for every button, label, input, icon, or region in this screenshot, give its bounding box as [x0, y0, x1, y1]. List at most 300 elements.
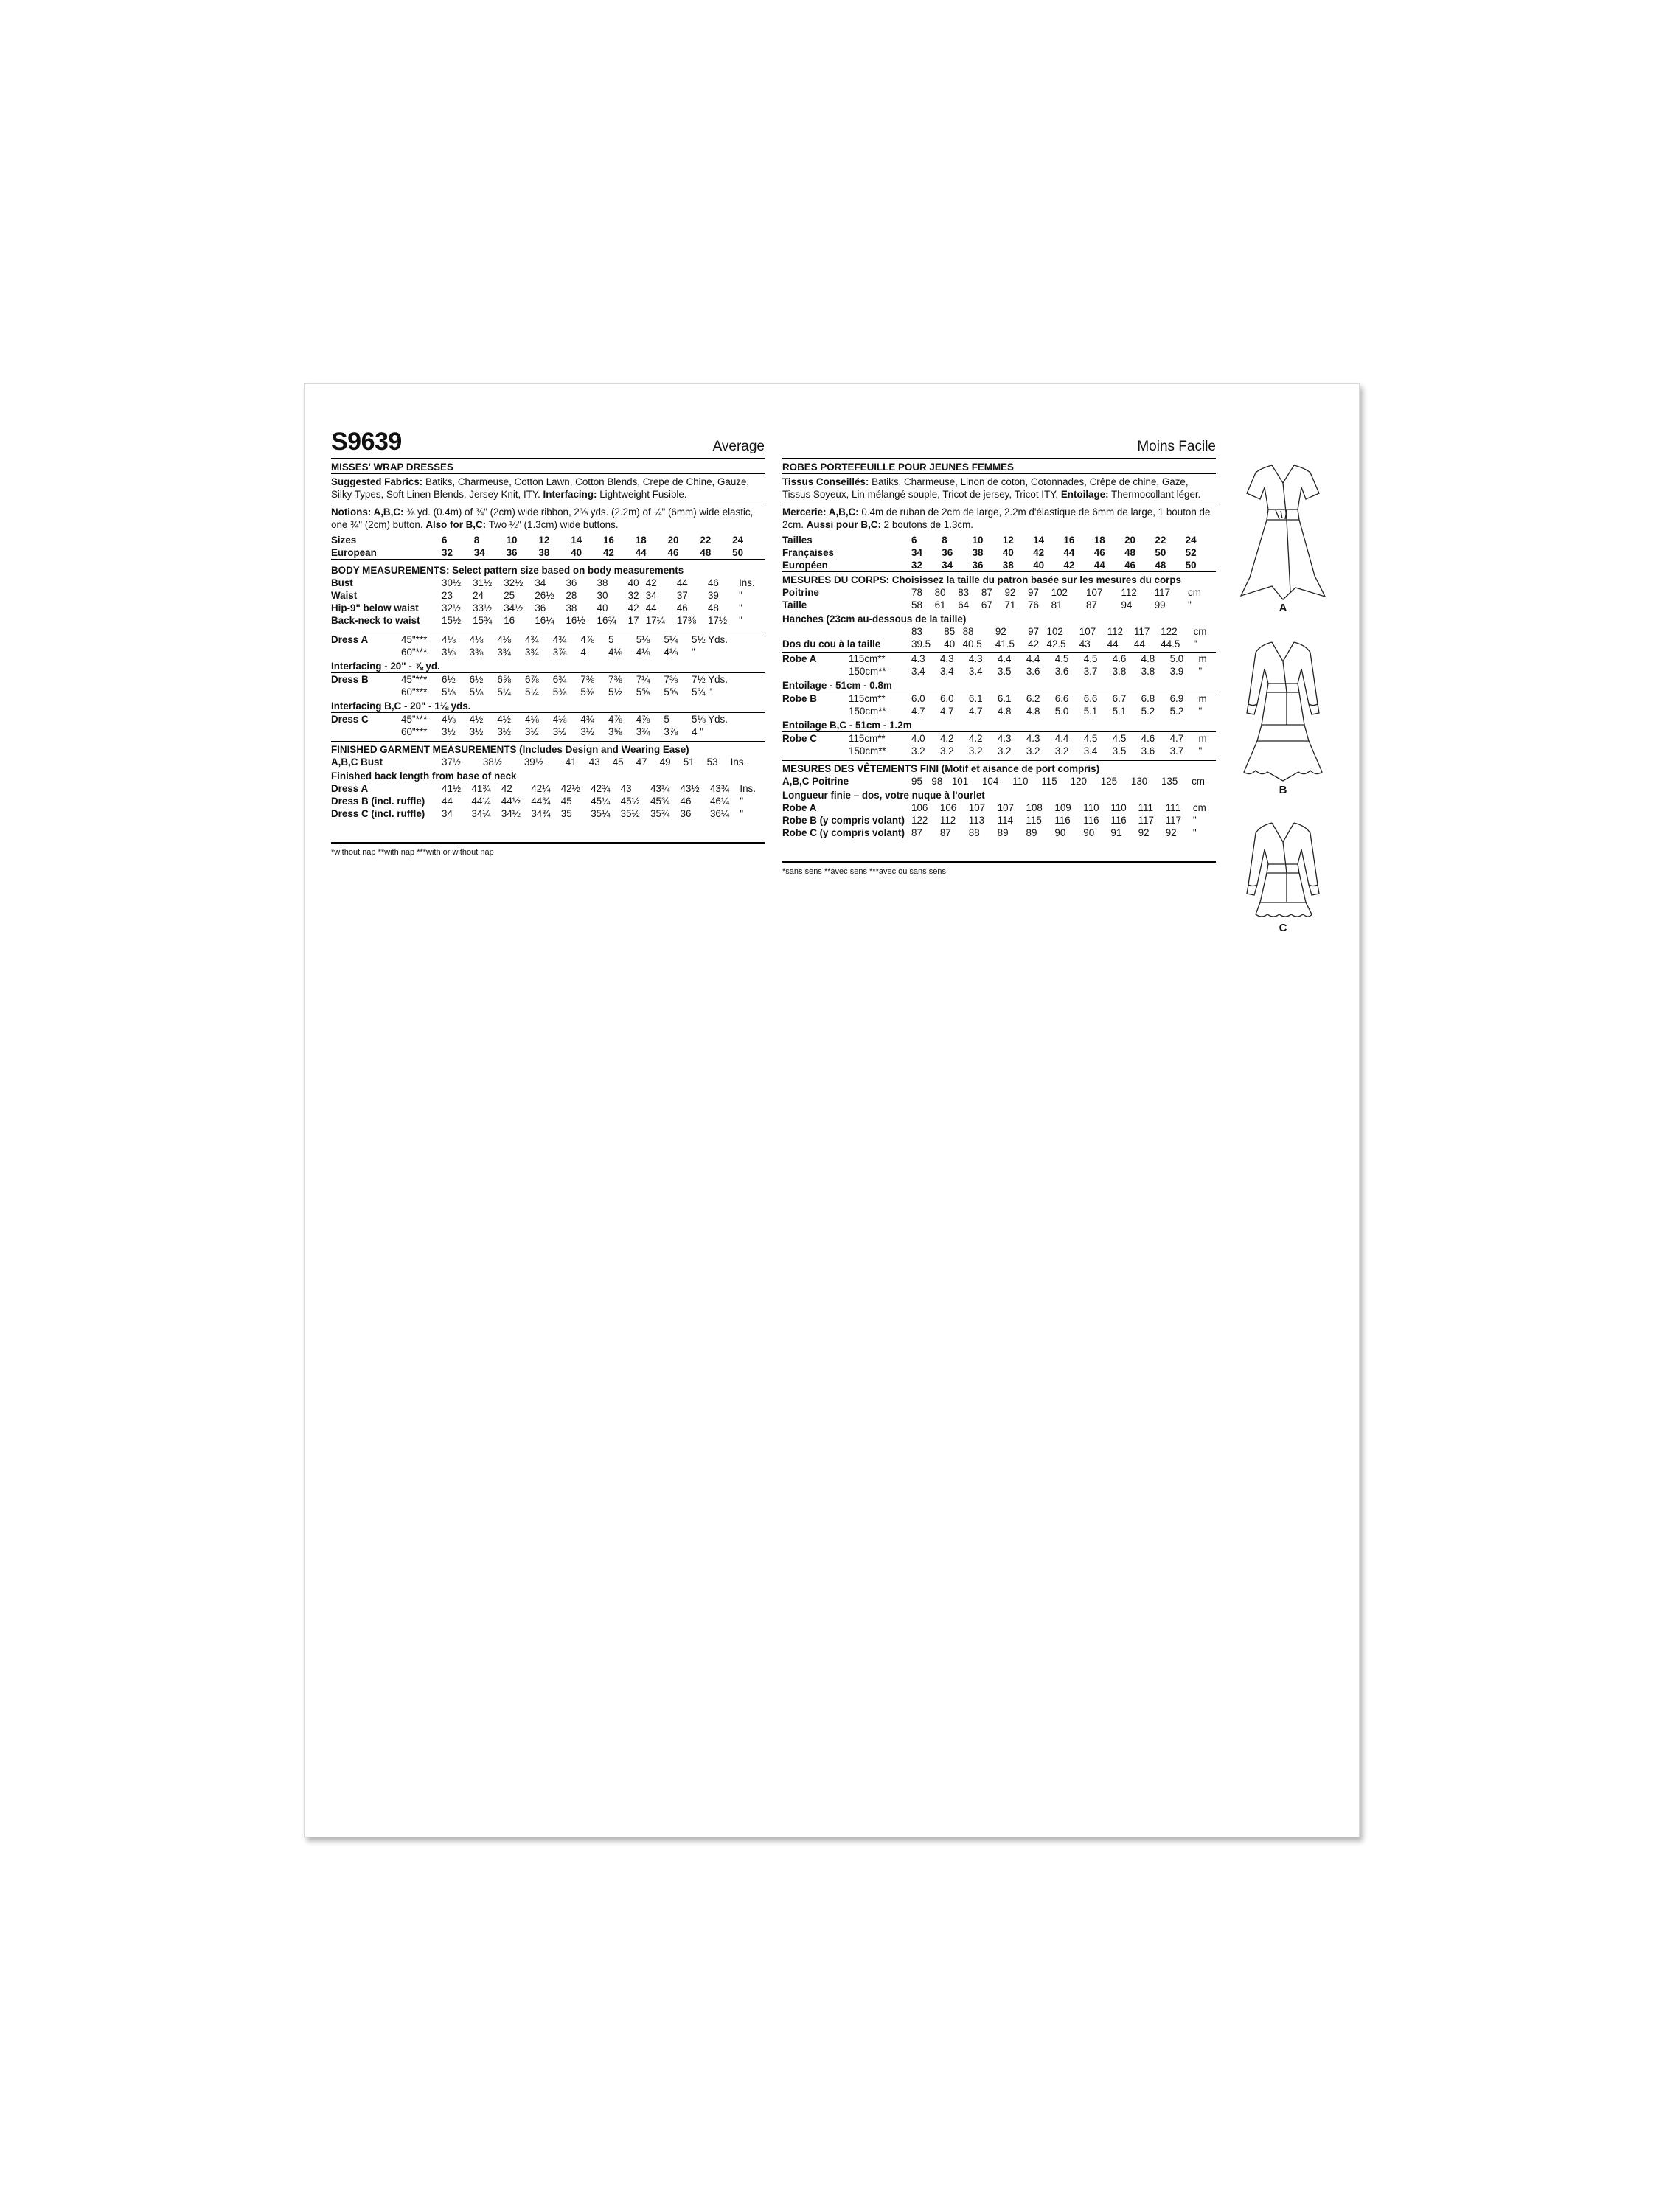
cell-value: 5.1 [1083, 706, 1098, 717]
cell-value: 41.5 [995, 639, 1015, 650]
finished-length-table-fr [782, 801, 1216, 839]
cell-value: 16¾ [597, 615, 616, 626]
cell-value: 34½ [504, 602, 524, 613]
cell-value: 6 [911, 535, 917, 546]
body-measurements-title-fr: MESURES DU CORPS: Choisissez la taille du patron basée sur les mesures du corps [782, 574, 1181, 585]
cell-value: cm [1192, 802, 1206, 813]
row-label: Hip-9" below waist [331, 602, 419, 613]
cell-value: 38½ [482, 757, 502, 768]
cell-value: 4⅛ [442, 714, 456, 725]
cell-value: 42 [645, 577, 657, 588]
cell-value: 116 [1054, 815, 1071, 826]
cell-value: 6⅞ [525, 674, 539, 685]
cell-value: 5⅛ Yds. [692, 714, 728, 725]
cell-value: 5¾ " [692, 686, 712, 698]
cell-value: 44 [676, 577, 688, 588]
figure-label-b: B [1279, 784, 1287, 796]
cell-value: 5⅛ [636, 634, 650, 645]
cell-value: 45"*** [401, 674, 428, 685]
cell-value: 5.0 [1054, 706, 1069, 717]
cell-value: 122 [911, 815, 928, 826]
cell-value: 125 [1100, 776, 1118, 787]
row-label: Dress A [331, 634, 369, 645]
cell-value: 36 [942, 547, 953, 558]
cell-value: 3½ [525, 726, 539, 737]
cell-value: 61 [934, 599, 946, 611]
dress-a-illustration [1235, 452, 1331, 614]
cell-value: 4⅛ [525, 714, 539, 725]
cell-value: 4⅛ [497, 634, 511, 645]
dress-a-yardage-table [331, 633, 765, 658]
cell-value: 4⅞ [636, 714, 650, 725]
cell-value: 112 [1121, 587, 1137, 598]
hanches-title: Hanches (23cm au-dessous de la taille) [782, 613, 967, 625]
cell-value: 22 [1155, 535, 1166, 546]
cell-value: 3⅞ [664, 726, 678, 737]
table-row [331, 546, 765, 559]
cell-value: 42 [602, 547, 614, 558]
row-label: Bust [331, 577, 353, 588]
cell-value: " [739, 590, 742, 601]
table-row [331, 577, 765, 589]
cell-value: 44 [635, 547, 647, 558]
cell-value: 89 [997, 827, 1009, 838]
cell-value: 150cm** [849, 666, 886, 677]
cell-value: 45 [612, 757, 624, 768]
cell-value: 115 [1026, 815, 1042, 826]
cell-value: " [1198, 745, 1203, 757]
cell-value: 6.0 [939, 693, 954, 704]
cell-value: cm [1192, 776, 1205, 787]
cell-value: 48 [1155, 560, 1166, 571]
cell-value: 42 [1033, 547, 1045, 558]
cell-value: 3½ [580, 726, 594, 737]
table-row [331, 726, 765, 738]
cell-value: 17⅜ [676, 615, 696, 626]
cell-value: 102 [1046, 626, 1063, 637]
difficulty-level: Average [712, 439, 765, 454]
cell-value: 90 [1054, 827, 1066, 838]
figure-label-a: A [1279, 602, 1287, 614]
row-label: Dress A [331, 783, 369, 794]
cell-value: 109 [1054, 802, 1071, 813]
cell-value: 4½ [469, 714, 484, 725]
cell-value: 3.9 [1169, 666, 1184, 677]
robe-c-yardage-table [782, 732, 1216, 757]
cell-value: 88 [962, 626, 974, 637]
cell-value: 92 [1138, 827, 1150, 838]
cell-value: 4.4 [1054, 733, 1069, 744]
cell-value: 40 [1033, 560, 1045, 571]
cell-value: 43 [620, 783, 632, 794]
cell-value: 44 [1063, 547, 1075, 558]
cell-value: 4⅛ [469, 634, 484, 645]
table-row [331, 807, 765, 820]
pattern-code: S9639 [331, 428, 402, 456]
row-label [782, 745, 849, 757]
cell-value: 6.1 [968, 693, 983, 704]
table-row [782, 775, 1216, 787]
cell-value: 4⅞ [608, 714, 622, 725]
cell-value: 6.1 [997, 693, 1012, 704]
row-label: Françaises [782, 547, 834, 558]
cell-value: 52 [1185, 547, 1197, 558]
cell-value: 15¾ [473, 615, 493, 626]
cell-value: 150cm** [849, 706, 886, 717]
cell-value: 5 [608, 634, 614, 645]
cell-value: 3½ [497, 726, 511, 737]
cell-value: 35½ [620, 808, 640, 819]
cell-value: 5¼ [525, 686, 539, 698]
cell-value: 17 [627, 615, 639, 626]
cell-value: 5.0 [1169, 653, 1184, 664]
finished-measurements-title-fr: MESURES DES VÊTEMENTS FINI (Motif et aisance de port compris) [782, 763, 1100, 774]
cell-value: 34 [442, 808, 453, 819]
cell-value: 113 [968, 815, 985, 826]
cell-value: 60"*** [401, 647, 428, 658]
sizes-block-fr [782, 534, 1216, 572]
cell-value: 3.5 [1112, 745, 1127, 757]
row-label: Robe C (y compris volant) [782, 827, 905, 838]
robe-b-yardage-table [782, 692, 1216, 717]
cell-value: 40 [944, 639, 956, 650]
cell-value: 47 [636, 757, 647, 768]
cell-value: 87 [981, 587, 992, 598]
figure-label-c: C [1279, 922, 1287, 934]
cell-value: 87 [1086, 599, 1097, 611]
cell-value: 94 [1121, 599, 1133, 611]
cell-value: 4⅛ [664, 647, 678, 658]
cell-value: 5⅛ [469, 686, 484, 698]
cell-value: 40.5 [962, 639, 982, 650]
dress-illustrations [1235, 452, 1331, 934]
cell-value: 45"*** [401, 634, 428, 645]
cell-value: 39 [707, 590, 719, 601]
cell-value: 107 [997, 802, 1014, 813]
row-label: Dress B [331, 674, 369, 685]
cell-value: 107 [1079, 626, 1096, 637]
cell-value: 3.7 [1083, 666, 1098, 677]
cell-value: 14 [1033, 535, 1045, 546]
cell-value: Ins. [740, 783, 756, 794]
cell-value: 97 [1028, 587, 1039, 598]
cell-value: 42.5 [1046, 639, 1066, 650]
cell-value: 16¼ [535, 615, 554, 626]
cell-value: 92 [995, 626, 1006, 637]
cell-value: 38 [538, 547, 550, 558]
dress-c-drawing [1235, 813, 1331, 923]
table-row [782, 653, 1216, 665]
entoilage-bc-line: Entoilage B,C - 51cm - 1.2m [782, 717, 1216, 732]
cell-value: 87 [911, 827, 922, 838]
cell-value: 120 [1070, 776, 1087, 787]
cell-value: Ins. [739, 577, 755, 588]
cell-value: 4⅞ [580, 634, 594, 645]
table-row [331, 646, 765, 658]
cell-value: 24 [1185, 535, 1197, 546]
cell-value: 24 [473, 590, 484, 601]
cell-value: 14 [571, 535, 582, 546]
cell-value: 5⅜ [552, 686, 567, 698]
row-label: Dos du cou à la taille [782, 639, 881, 650]
cell-value: 4 [580, 647, 586, 658]
sizes-table [331, 534, 765, 559]
cell-value: 40 [597, 602, 608, 613]
cell-value: 106 [911, 802, 928, 813]
cell-value: 45½ [620, 796, 640, 807]
cell-value: 4.7 [968, 706, 983, 717]
cell-value: 30 [597, 590, 608, 601]
cell-value: " [692, 647, 695, 658]
finished-length-title-fr: Longueur finie – dos, votre nuque à l'ourlet [782, 790, 985, 801]
cell-value: 18 [635, 535, 647, 546]
finished-bust-table-fr [782, 775, 1216, 787]
cell-value: 25 [504, 590, 515, 601]
cell-value: 4½ [497, 714, 511, 725]
finished-length-title: Finished back length from base of neck [331, 771, 517, 782]
cell-value: 44 [1093, 560, 1105, 571]
cell-value: 5¼ [497, 686, 511, 698]
cell-value: 116 [1083, 815, 1099, 826]
cell-value: 3⅛ [442, 647, 456, 658]
cell-value: 36 [535, 602, 546, 613]
cell-value: cm [1188, 587, 1201, 598]
cell-value: 8 [473, 535, 480, 546]
cell-value: 40 [571, 547, 582, 558]
table-row [782, 625, 1216, 638]
cell-value: 23 [442, 590, 453, 601]
cell-value: 78 [911, 587, 922, 598]
table-row [331, 782, 765, 795]
cell-value: 4.3 [911, 653, 925, 664]
fabrics-paragraph-fr: Tissus Conseillés: Batiks, Charmeuse, Linon de coton, Cotonnades, Crêpe de chine, Gaze, Tissus Soyeux, Lin mélangé souple, Tricot de jersey, Tricot ITY. Entoilage: Thermocollant léger. [782, 474, 1216, 504]
row-label: Taille [782, 599, 807, 611]
cell-value: 39½ [524, 757, 543, 768]
cell-value: 3.2 [1054, 745, 1069, 757]
cell-value: 92 [1004, 587, 1016, 598]
cell-value: 117 [1134, 626, 1150, 637]
cell-value: 71 [1004, 599, 1016, 611]
cell-value: 111 [1138, 802, 1153, 813]
cell-value: 104 [981, 776, 999, 787]
cell-value: 43½ [680, 783, 700, 794]
cell-value: " [739, 615, 742, 626]
cell-value: 37 [676, 590, 688, 601]
finished-measurements-title: FINISHED GARMENT MEASUREMENTS (Includes Design and Wearing Ease) [331, 744, 689, 755]
cell-value: 32½ [504, 577, 524, 588]
cell-value: 32 [442, 547, 453, 558]
cell-value: 3.2 [1026, 745, 1040, 757]
cell-value: 6.2 [1026, 693, 1040, 704]
cell-value: 16½ [566, 615, 585, 626]
cell-value: 3½ [442, 726, 456, 737]
cell-value: 85 [944, 626, 956, 637]
cell-value: 4.7 [939, 706, 954, 717]
cell-value: 60"*** [401, 686, 428, 698]
body-measurements-table [331, 577, 765, 627]
cell-value: 42 [501, 783, 512, 794]
cell-value: 4.3 [968, 653, 983, 664]
cell-value: 38 [597, 577, 608, 588]
row-label [782, 705, 849, 717]
cell-value: 107 [1086, 587, 1103, 598]
cell-value: 6 [442, 535, 448, 546]
row-label: Tailles [782, 535, 813, 546]
table-row [782, 827, 1216, 839]
cell-value: 3¾ [636, 726, 650, 737]
table-row [782, 665, 1216, 678]
cell-value: 32 [627, 590, 639, 601]
cell-value: 3.5 [997, 666, 1012, 677]
cell-value: 48 [1124, 547, 1135, 558]
cell-value: 67 [981, 599, 992, 611]
cell-value: 41¾ [471, 783, 491, 794]
cell-value: m [1198, 693, 1207, 704]
cell-value: 38 [1002, 560, 1014, 571]
cell-value: 98 [931, 776, 943, 787]
cell-value: 4⅛ [552, 714, 567, 725]
cell-value: 43¾ [709, 783, 729, 794]
interfacing-bc-line: Interfacing B,C - 20" - 1⅛ yds. [331, 698, 765, 713]
cell-value: " [739, 602, 742, 613]
cell-value: 3.6 [1026, 666, 1040, 677]
cell-value: 42 [1063, 560, 1075, 571]
cell-value: 5¼ [664, 634, 678, 645]
cell-value: 3¾ [497, 647, 511, 658]
cell-value: 5½ [608, 686, 622, 698]
cell-value: 4.3 [939, 653, 954, 664]
cell-value: 4.2 [968, 733, 983, 744]
cell-value: 117 [1165, 815, 1182, 826]
cell-value: 35¼ [591, 808, 611, 819]
cell-value: 87 [939, 827, 951, 838]
cell-value: 4.5 [1112, 733, 1127, 744]
cell-value: 44 [1134, 639, 1145, 650]
cell-value: 7⅜ [580, 674, 594, 685]
cell-value: 3.2 [968, 745, 983, 757]
table-row [782, 546, 1216, 559]
cell-value: 6.9 [1169, 693, 1184, 704]
cell-value: 46 [667, 547, 679, 558]
cell-value: 89 [1026, 827, 1037, 838]
cell-value: 4.3 [1026, 733, 1040, 744]
cell-value: 64 [958, 599, 970, 611]
cell-value: 116 [1110, 815, 1127, 826]
cell-value: 3.6 [1054, 666, 1069, 677]
cell-value: 3¾ [525, 647, 539, 658]
table-row [782, 732, 1216, 745]
french-column [782, 428, 1216, 878]
cell-value: 3.2 [939, 745, 954, 757]
sizes-table-fr [782, 534, 1216, 571]
cell-value: 50 [732, 547, 744, 558]
footnote-fr: *sans sens **avec sens ***avec ou sans sens [782, 867, 946, 876]
cell-value: 111 [1165, 802, 1181, 813]
dress-b-yardage-table [331, 673, 765, 698]
cell-value: 6¾ [552, 674, 567, 685]
interfacing-a-line: Interfacing - 20" - ⅞ yd. [331, 658, 765, 673]
cell-value: 112 [939, 815, 956, 826]
cell-value: 115cm** [849, 693, 886, 704]
cell-value: 46 [1124, 560, 1135, 571]
cell-value: 4⅛ [636, 647, 650, 658]
cell-value: 10 [506, 535, 518, 546]
cell-value: 31½ [473, 577, 493, 588]
cell-value: 44½ [501, 796, 521, 807]
dress-c-illustration [1235, 813, 1331, 934]
cell-value: 41 [565, 757, 577, 768]
cell-value: 4.5 [1054, 653, 1069, 664]
cell-value: 83 [911, 626, 922, 637]
row-label: Européen [782, 560, 828, 571]
row-label [331, 726, 401, 738]
cell-value: 42¾ [591, 783, 611, 794]
cell-value: 42¼ [531, 783, 551, 794]
cell-value: 42 [627, 602, 639, 613]
cell-value: 4.8 [1141, 653, 1155, 664]
cell-value: 44 [1107, 639, 1119, 650]
cell-value: 5⅛ [442, 686, 456, 698]
cell-value: 6½ [469, 674, 484, 685]
cell-value: 45¾ [650, 796, 670, 807]
cell-value: 17½ [707, 615, 728, 626]
cell-value: 3½ [552, 726, 567, 737]
cell-value: 6.0 [911, 693, 925, 704]
difficulty-level-fr: Moins Facile [1137, 439, 1216, 454]
cell-value: 110 [1110, 802, 1127, 813]
table-row [782, 692, 1216, 705]
entoilage-a-line: Entoilage - 51cm - 0.8m [782, 678, 1216, 692]
cell-value: 34¼ [471, 808, 491, 819]
cell-value: 7⅜ [664, 674, 678, 685]
cell-value: 4.5 [1083, 733, 1098, 744]
cell-value: 5⅝ [664, 686, 678, 698]
pattern-envelope-back [304, 383, 1360, 1837]
row-label: A,B,C Bust [331, 757, 383, 768]
cell-value: 51 [683, 757, 695, 768]
cell-value: 48 [700, 547, 712, 558]
cell-value: 4.5 [1083, 653, 1098, 664]
row-label: Sizes [331, 535, 357, 546]
cell-value: cm [1193, 626, 1207, 637]
cell-value: " [1198, 666, 1203, 677]
row-label: European [331, 547, 377, 558]
cell-value: 41½ [442, 783, 462, 794]
table-row [782, 534, 1216, 546]
table-row [331, 633, 765, 646]
cell-value: 22 [700, 535, 712, 546]
cell-value: 30½ [442, 577, 462, 588]
cell-value: 3⅝ [608, 726, 622, 737]
cell-value: 44 [645, 602, 657, 613]
cell-value: 38 [972, 547, 984, 558]
cell-value: 46 [707, 577, 719, 588]
cell-value: 6½ [442, 674, 456, 685]
cell-value: Ins. [730, 757, 747, 768]
cell-value: 81 [1051, 599, 1062, 611]
cell-value: 18 [1093, 535, 1105, 546]
table-row [331, 795, 765, 807]
cell-value: 48 [707, 602, 719, 613]
row-label: Robe A [782, 653, 817, 664]
cell-value: " [1198, 706, 1203, 717]
cell-value: 5.2 [1169, 706, 1184, 717]
cell-value: 4.2 [939, 733, 954, 744]
cell-value: 58 [911, 599, 922, 611]
finished-length-table [331, 782, 765, 820]
cell-value: 6.7 [1112, 693, 1127, 704]
notions-paragraph: Notions: A,B,C: ⅜ yd. (0.4m) of ¾" (2cm) wide ribbon, 2⅜ yds. (2.2m) of ¼" (6mm) wide elastic, one ¾" (2cm) button. Also for B,C: Two ½" (1.3cm) wide buttons. [331, 507, 754, 530]
